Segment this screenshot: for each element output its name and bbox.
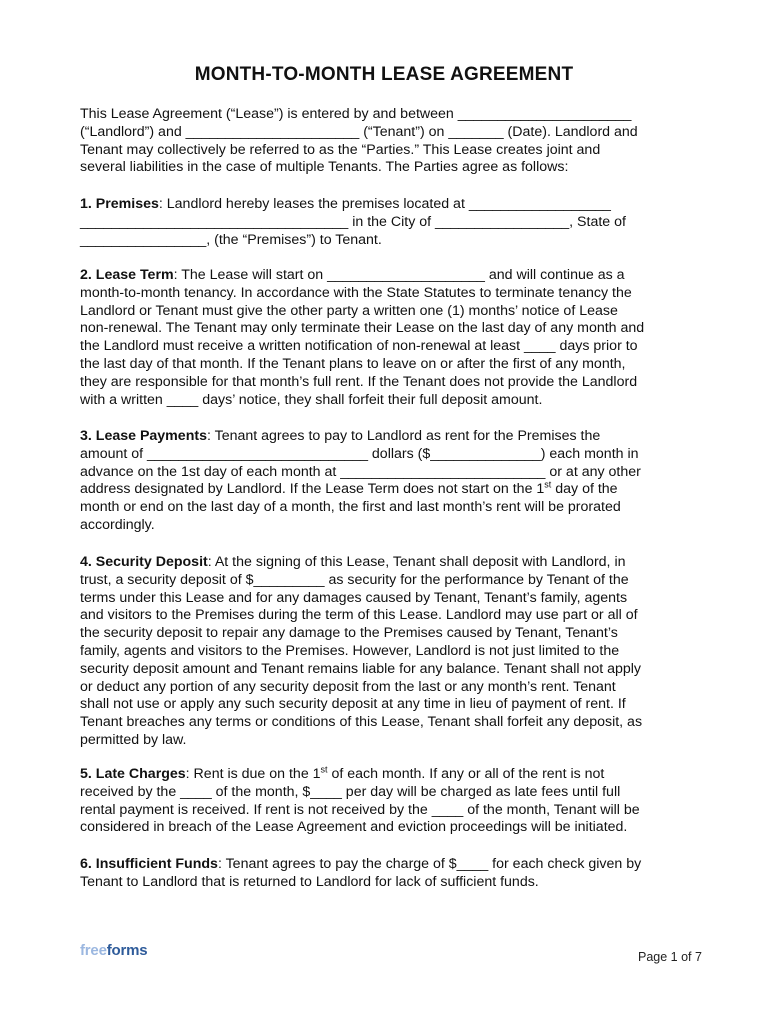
section-line: : At the signing of this Lease, Tenant shall deposit with Landlord, in <box>207 554 626 570</box>
section-line: security deposit amount and Tenant remains liable for any balance. Tenant shall not apply <box>80 660 642 677</box>
section-heading: 4. Security Deposit <box>80 554 208 570</box>
section-line: month-to-month tenancy. In accordance with the State Statutes to terminate tenancy the <box>80 284 632 301</box>
section-line: rental payment is received. If rent is not received by the ____ of the month, Tenant will be <box>80 801 640 818</box>
logo-free-text: free <box>80 942 107 959</box>
intro-line: (“Landlord”) and ______________________ (“Tenant”) on _______ (Date). Landlord and <box>80 123 638 140</box>
section-line: they are responsible for that month’s full rent. If the Tenant does not provide the Landlord <box>80 373 638 390</box>
section-line: the last day of that month. If the Tenant plans to leave on or after the first of any month, <box>80 355 626 372</box>
section-insufficient-funds <box>80 856 690 892</box>
section-line: amount of ____________________________ dollars ($______________) each month in <box>80 445 639 462</box>
section-line: __________________________________ in the City of _________________, State of <box>80 213 626 230</box>
section-heading: 1. Premises <box>80 196 159 212</box>
section-line: considered in breach of the Lease Agreement and eviction proceedings will be initiated. <box>80 819 628 836</box>
section-heading: 2. Lease Term <box>80 267 174 283</box>
section-line: : Rent is due on the 1 <box>185 766 321 782</box>
section-premises <box>80 196 690 249</box>
section-line: : Tenant agrees to pay to Landlord as rent for the Premises the <box>206 428 601 444</box>
section-line: : The Lease will start on ____________________ and will continue as a <box>173 267 625 283</box>
section-line: the Landlord must receive a written notification of non-renewal at least ____ days prior to <box>80 338 638 355</box>
section-line: trust, a security deposit of $_________ as security for the performance by Tenant of the <box>80 571 629 588</box>
section-line: Tenant to Landlord that is returned to Landlord for lack of sufficient funds. <box>80 873 539 890</box>
section-line: or deduct any portion of any security deposit from the last or any month’s rent. Tenant <box>80 678 616 695</box>
ordinal-suffix: st <box>320 764 328 775</box>
section-lease-payments <box>80 428 690 535</box>
intro-line: This Lease Agreement (“Lease”) is entered by and between ______________________ <box>80 106 632 122</box>
document-title: MONTH-TO-MONTH LEASE AGREEMENT <box>194 64 574 85</box>
section-line: accordingly. <box>80 516 155 533</box>
section-line: shall not use or apply any such security deposit at any time in lieu of payment of rent. If <box>80 696 626 713</box>
section-late-charges <box>80 766 690 837</box>
section-line: month or end on the last day of a month, the first and last month’s rent will be prorated <box>80 499 621 516</box>
section-line: permitted by law. <box>80 731 187 748</box>
section-line: of each month. If any or all of the rent is not <box>327 766 605 782</box>
intro-line: Tenant may collectively be referred to as the “Parties.” This Lease creates joint and <box>80 141 601 158</box>
section-heading: 6. Insufficient Funds <box>80 856 218 872</box>
section-line: Tenant breaches any terms or conditions of this Lease, Tenant shall forfeit any deposit, as <box>80 714 643 731</box>
section-line: Landlord or Tenant must give the other party a written one (1) months’ notice of Lease <box>80 302 618 319</box>
section-line: advance on the 1st day of each month at __________________________ or at any other <box>80 463 641 480</box>
ordinal-suffix: st <box>544 479 552 490</box>
section-line: and visitors to the Premises during the term of this Lease. Landlord may use part or all of <box>80 607 638 624</box>
section-line: : Tenant agrees to pay the charge of $____ for each check given by <box>217 856 642 872</box>
section-line: terms under this Lease and for any damages caused by Tenant, Tenant’s family, agents <box>80 589 628 606</box>
section-line: the security deposit to repair any damage to the Premises caused by Tenant, Tenant’s <box>80 625 618 642</box>
page-number: Page 1 of 7 <box>638 950 702 964</box>
section-line: ________________, (the “Premises”) to Tenant. <box>80 231 382 248</box>
section-line: address designated by Landlord. If the Lease Term does not start on the 1 <box>80 481 545 498</box>
section-line: received by the ____ of the month, $____ per day will be charged as late fees until full <box>80 783 621 800</box>
section-lease-term <box>80 267 690 409</box>
section-line: day of the <box>551 481 618 498</box>
section-heading: 5. Late Charges <box>80 766 186 782</box>
logo-forms-text: forms <box>106 942 148 959</box>
section-line: : Landlord hereby leases the premises located at __________________ <box>158 196 611 212</box>
section-security-deposit <box>80 554 690 750</box>
section-heading: 3. Lease Payments <box>80 428 207 444</box>
section-line: with a written ____ days’ notice, they shall forfeit their full deposit amount. <box>80 391 543 408</box>
section-line: family, agents and visitors to the Premises. However, Landlord is not just limited to the <box>80 642 620 659</box>
freeforms-logo[interactable] <box>80 942 147 959</box>
intro-line: several liabilities in the case of multiple Tenants. The Parties agree as follows: <box>80 159 569 176</box>
section-line: non-renewal. The Tenant may only terminate their Lease on the last day of any month and <box>80 320 645 337</box>
intro-paragraph <box>80 106 690 177</box>
